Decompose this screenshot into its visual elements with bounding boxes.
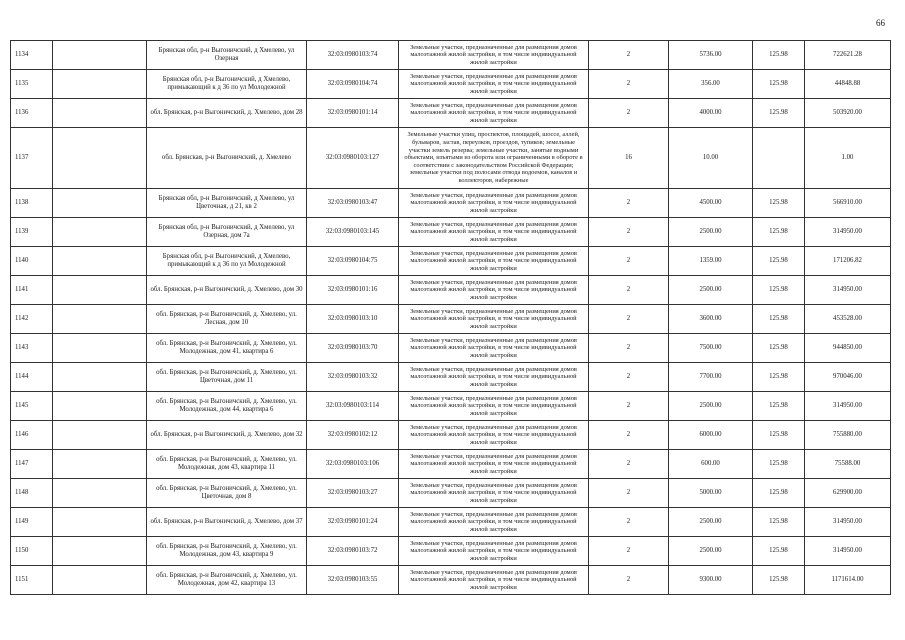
rate-cell: 125.98: [753, 392, 805, 421]
cadastral-number-cell: 32:03:0980103:114: [307, 392, 399, 421]
table-row: [11, 218, 891, 247]
empty-cell: [53, 450, 147, 479]
row-number-cell: 1144: [11, 363, 53, 392]
land-use-cell: Земельные участки, предназначенные для размещения домов малоэтажной жилой застройки, в том числе индивидуальной жилой застройки: [399, 334, 589, 363]
rate-cell: 125.98: [753, 450, 805, 479]
rate-cell: 125.98: [753, 479, 805, 508]
group-cell: 2: [589, 566, 669, 595]
table-row: [11, 479, 891, 508]
empty-cell: [53, 99, 147, 128]
rate-cell: 125.98: [753, 41, 805, 70]
land-use-cell: Земельные участки, предназначенные для размещения домов малоэтажной жилой застройки, в том числе индивидуальной жилой застройки: [399, 41, 589, 70]
land-use-cell: Земельные участки, предназначенные для размещения домов малоэтажной жилой застройки, в том числе индивидуальной жилой застройки: [399, 247, 589, 276]
group-cell: 2: [589, 508, 669, 537]
address-cell: обл. Брянская, р-н Выгоничский, д. Хмелево, дом 32: [147, 421, 307, 450]
empty-cell: [53, 41, 147, 70]
empty-cell: [53, 128, 147, 189]
rate-cell: 125.98: [753, 276, 805, 305]
cadastral-value-cell: 503920.00: [805, 99, 891, 128]
address-cell: обл. Брянская, р-н Выгоничский, д. Хмелево, ул. Цветочная, дом 11: [147, 363, 307, 392]
table-row: [11, 305, 891, 334]
empty-cell: [53, 276, 147, 305]
empty-cell: [53, 247, 147, 276]
cadastral-number-cell: 32:03:0980103:106: [307, 450, 399, 479]
row-number-cell: 1136: [11, 99, 53, 128]
table-row: [11, 128, 891, 189]
group-cell: 2: [589, 70, 669, 99]
area-cell: 2500.00: [669, 537, 753, 566]
cadastral-value-cell: 722621.28: [805, 41, 891, 70]
table-row: [11, 566, 891, 595]
group-cell: 2: [589, 537, 669, 566]
rate-cell: 125.98: [753, 363, 805, 392]
land-use-cell: Земельные участки, предназначенные для размещения домов малоэтажной жилой застройки, в том числе индивидуальной жилой застройки: [399, 99, 589, 128]
address-cell: обл. Брянская, р-н Выгоничский, д. Хмелево, ул. Молодежная, дом 43, квартира 9: [147, 537, 307, 566]
address-cell: обл. Брянская, р-н Выгоничский, д. Хмелево, ул. Лесная, дом 10: [147, 305, 307, 334]
address-cell: Брянская обл, р-н Выгоничский, д Хмелево, ул Озерная, дом 7а: [147, 218, 307, 247]
group-cell: 2: [589, 479, 669, 508]
area-cell: 10.00: [669, 128, 753, 189]
table-body: [11, 41, 891, 595]
table-row: [11, 70, 891, 99]
row-number-cell: 1140: [11, 247, 53, 276]
table-row: [11, 421, 891, 450]
cadastral-number-cell: 32:03:0980103:10: [307, 305, 399, 334]
empty-cell: [53, 392, 147, 421]
cadastral-value-cell: 944850.00: [805, 334, 891, 363]
row-number-cell: 1142: [11, 305, 53, 334]
cadastral-value-cell: 1.00: [805, 128, 891, 189]
cadastral-value-cell: 314950.00: [805, 276, 891, 305]
area-cell: 2500.00: [669, 218, 753, 247]
cadastral-number-cell: 32:03:0980103:32: [307, 363, 399, 392]
land-registry-table: [10, 40, 891, 595]
area-cell: 3600.00: [669, 305, 753, 334]
empty-cell: [53, 479, 147, 508]
group-cell: 2: [589, 421, 669, 450]
cadastral-number-cell: 32:03:0980103:127: [307, 128, 399, 189]
cadastral-value-cell: 629900.00: [805, 479, 891, 508]
cadastral-number-cell: 32:03:0980101:14: [307, 99, 399, 128]
address-cell: Брянская обл, р-н Выгоничский, д Хмелево, ул Цветочная, д 21, кв 2: [147, 189, 307, 218]
area-cell: 6000.00: [669, 421, 753, 450]
row-number-cell: 1135: [11, 70, 53, 99]
land-use-cell: Земельные участки, предназначенные для размещения домов малоэтажной жилой застройки, в том числе индивидуальной жилой застройки: [399, 537, 589, 566]
page-number: 66: [876, 18, 885, 28]
group-cell: 2: [589, 450, 669, 479]
area-cell: 9300.00: [669, 566, 753, 595]
area-cell: 356.00: [669, 70, 753, 99]
cadastral-number-cell: 32:03:0980102:12: [307, 421, 399, 450]
cadastral-number-cell: 32:03:0980103:72: [307, 537, 399, 566]
table-row: [11, 363, 891, 392]
empty-cell: [53, 189, 147, 218]
row-number-cell: 1149: [11, 508, 53, 537]
table-row: [11, 392, 891, 421]
empty-cell: [53, 421, 147, 450]
cadastral-number-cell: 32:03:0980104:75: [307, 247, 399, 276]
area-cell: 1359.00: [669, 247, 753, 276]
address-cell: Брянская обл, р-н Выгоничский, д Хмелево, примыкающий к д 36 по ул Молодежной: [147, 70, 307, 99]
rate-cell: [753, 128, 805, 189]
land-use-cell: Земельные участки, предназначенные для размещения домов малоэтажной жилой застройки, в том числе индивидуальной жилой застройки: [399, 276, 589, 305]
rate-cell: 125.98: [753, 189, 805, 218]
area-cell: 4500.00: [669, 189, 753, 218]
address-cell: обл. Брянская, р-н Выгоничский, д. Хмелево, дом 28: [147, 99, 307, 128]
land-use-cell: Земельные участки, предназначенные для размещения домов малоэтажной жилой застройки, в том числе индивидуальной жилой застройки: [399, 189, 589, 218]
table-row: [11, 334, 891, 363]
address-cell: обл. Брянская, р-н Выгоничский, д. Хмелево: [147, 128, 307, 189]
cadastral-value-cell: 970046.00: [805, 363, 891, 392]
cadastral-value-cell: 755880.00: [805, 421, 891, 450]
cadastral-value-cell: 566910.00: [805, 189, 891, 218]
row-number-cell: 1137: [11, 128, 53, 189]
table-row: [11, 508, 891, 537]
group-cell: 2: [589, 334, 669, 363]
address-cell: Брянская обл, р-н Выгоничский, д Хмелево, ул Озерная: [147, 41, 307, 70]
rate-cell: 125.98: [753, 218, 805, 247]
land-use-cell: Земельные участки, предназначенные для размещения домов малоэтажной жилой застройки, в том числе индивидуальной жилой застройки: [399, 218, 589, 247]
cadastral-number-cell: 32:03:0980101:16: [307, 276, 399, 305]
group-cell: 2: [589, 41, 669, 70]
address-cell: обл. Брянская, р-н Выгоничский, д. Хмелево, ул. Цветочная, дом 8: [147, 479, 307, 508]
cadastral-number-cell: 32:03:0980101:24: [307, 508, 399, 537]
table-row: [11, 537, 891, 566]
row-number-cell: 1138: [11, 189, 53, 218]
address-cell: обл. Брянская, р-н Выгоничский, д. Хмелево, ул. Молодежная, дом 42, квартира 13: [147, 566, 307, 595]
cadastral-value-cell: 44848.88: [805, 70, 891, 99]
cadastral-number-cell: 32:03:0980103:55: [307, 566, 399, 595]
area-cell: 4000.00: [669, 99, 753, 128]
cadastral-number-cell: 32:03:0980103:145: [307, 218, 399, 247]
table-row: [11, 247, 891, 276]
address-cell: Брянская обл, р-н Выгоничский, д Хмелево, примыкающий к д 36 по ул Молодежной: [147, 247, 307, 276]
cadastral-value-cell: 171206.82: [805, 247, 891, 276]
empty-cell: [53, 218, 147, 247]
land-use-cell: Земельные участки улиц, проспектов, площадей, шоссе, аллей, бульваров, застав, переулков, проездов, тупиков; земельные участки земель резерва; земельные участки, занятые водными объектами, изъятыми из оборота или ограниченными в обороте в соответствии с законодательством Российской Федерации; земельные участки под полосами отвода водоемов, каналов и коллекторов, набережные: [399, 128, 589, 189]
row-number-cell: 1150: [11, 537, 53, 566]
row-number-cell: 1141: [11, 276, 53, 305]
empty-cell: [53, 537, 147, 566]
cadastral-number-cell: 32:03:0980103:70: [307, 334, 399, 363]
address-cell: обл. Брянская, р-н Выгоничский, д. Хмелево, ул. Молодежная, дом 41, квартира 6: [147, 334, 307, 363]
row-number-cell: 1147: [11, 450, 53, 479]
group-cell: 2: [589, 99, 669, 128]
group-cell: 2: [589, 189, 669, 218]
address-cell: обл. Брянская, р-н Выгоничский, д. Хмелево, ул. Молодежная, дом 43, квартира 11: [147, 450, 307, 479]
group-cell: 2: [589, 218, 669, 247]
cadastral-value-cell: 453528.00: [805, 305, 891, 334]
cadastral-value-cell: 314950.00: [805, 537, 891, 566]
cadastral-number-cell: 32:03:0980104:74: [307, 70, 399, 99]
address-cell: обл. Брянская, р-н Выгоничский, д. Хмелево, дом 37: [147, 508, 307, 537]
row-number-cell: 1139: [11, 218, 53, 247]
rate-cell: 125.98: [753, 508, 805, 537]
area-cell: 2500.00: [669, 392, 753, 421]
group-cell: 2: [589, 392, 669, 421]
land-use-cell: Земельные участки, предназначенные для размещения домов малоэтажной жилой застройки, в том числе индивидуальной жилой застройки: [399, 479, 589, 508]
rate-cell: 125.98: [753, 70, 805, 99]
cadastral-number-cell: 32:03:0980103:47: [307, 189, 399, 218]
row-number-cell: 1148: [11, 479, 53, 508]
row-number-cell: 1143: [11, 334, 53, 363]
rate-cell: 125.98: [753, 305, 805, 334]
cadastral-value-cell: 314950.00: [805, 508, 891, 537]
land-use-cell: Земельные участки, предназначенные для размещения домов малоэтажной жилой застройки, в том числе индивидуальной жилой застройки: [399, 392, 589, 421]
land-use-cell: Земельные участки, предназначенные для размещения домов малоэтажной жилой застройки, в том числе индивидуальной жилой застройки: [399, 70, 589, 99]
area-cell: 2500.00: [669, 508, 753, 537]
empty-cell: [53, 508, 147, 537]
empty-cell: [53, 334, 147, 363]
land-use-cell: Земельные участки, предназначенные для размещения домов малоэтажной жилой застройки, в том числе индивидуальной жилой застройки: [399, 450, 589, 479]
table-row: [11, 189, 891, 218]
group-cell: 16: [589, 128, 669, 189]
empty-cell: [53, 305, 147, 334]
rate-cell: 125.98: [753, 334, 805, 363]
empty-cell: [53, 70, 147, 99]
land-use-cell: Земельные участки, предназначенные для размещения домов малоэтажной жилой застройки, в том числе индивидуальной жилой застройки: [399, 305, 589, 334]
cadastral-value-cell: 314950.00: [805, 218, 891, 247]
land-use-cell: Земельные участки, предназначенные для размещения домов малоэтажной жилой застройки, в том числе индивидуальной жилой застройки: [399, 363, 589, 392]
row-number-cell: 1145: [11, 392, 53, 421]
rate-cell: 125.98: [753, 537, 805, 566]
address-cell: обл. Брянская, р-н Выгоничский, д. Хмелево, ул. Молодежная, дом 44, квартира 6: [147, 392, 307, 421]
rate-cell: 125.98: [753, 566, 805, 595]
land-use-cell: Земельные участки, предназначенные для размещения домов малоэтажной жилой застройки, в том числе индивидуальной жилой застройки: [399, 508, 589, 537]
cadastral-value-cell: 75588.00: [805, 450, 891, 479]
row-number-cell: 1146: [11, 421, 53, 450]
cadastral-value-cell: 1171614.00: [805, 566, 891, 595]
area-cell: 7500.00: [669, 334, 753, 363]
row-number-cell: 1134: [11, 41, 53, 70]
group-cell: 2: [589, 363, 669, 392]
area-cell: 5000.00: [669, 479, 753, 508]
land-use-cell: Земельные участки, предназначенные для размещения домов малоэтажной жилой застройки, в том числе индивидуальной жилой застройки: [399, 566, 589, 595]
table-row: [11, 450, 891, 479]
group-cell: 2: [589, 305, 669, 334]
area-cell: 7700.00: [669, 363, 753, 392]
address-cell: обл. Брянская, р-н Выгоничский, д. Хмелево, дом 30: [147, 276, 307, 305]
table-row: [11, 41, 891, 70]
group-cell: 2: [589, 247, 669, 276]
area-cell: 2500.00: [669, 276, 753, 305]
table-row: [11, 276, 891, 305]
cadastral-number-cell: 32:03:0980103:74: [307, 41, 399, 70]
group-cell: 2: [589, 276, 669, 305]
row-number-cell: 1151: [11, 566, 53, 595]
empty-cell: [53, 363, 147, 392]
empty-cell: [53, 566, 147, 595]
area-cell: 600.00: [669, 450, 753, 479]
rate-cell: 125.98: [753, 421, 805, 450]
rate-cell: 125.98: [753, 247, 805, 276]
area-cell: 5736.00: [669, 41, 753, 70]
land-use-cell: Земельные участки, предназначенные для размещения домов малоэтажной жилой застройки, в том числе индивидуальной жилой застройки: [399, 421, 589, 450]
cadastral-value-cell: 314950.00: [805, 392, 891, 421]
table-row: [11, 99, 891, 128]
rate-cell: 125.98: [753, 99, 805, 128]
cadastral-number-cell: 32:03:0980103:27: [307, 479, 399, 508]
